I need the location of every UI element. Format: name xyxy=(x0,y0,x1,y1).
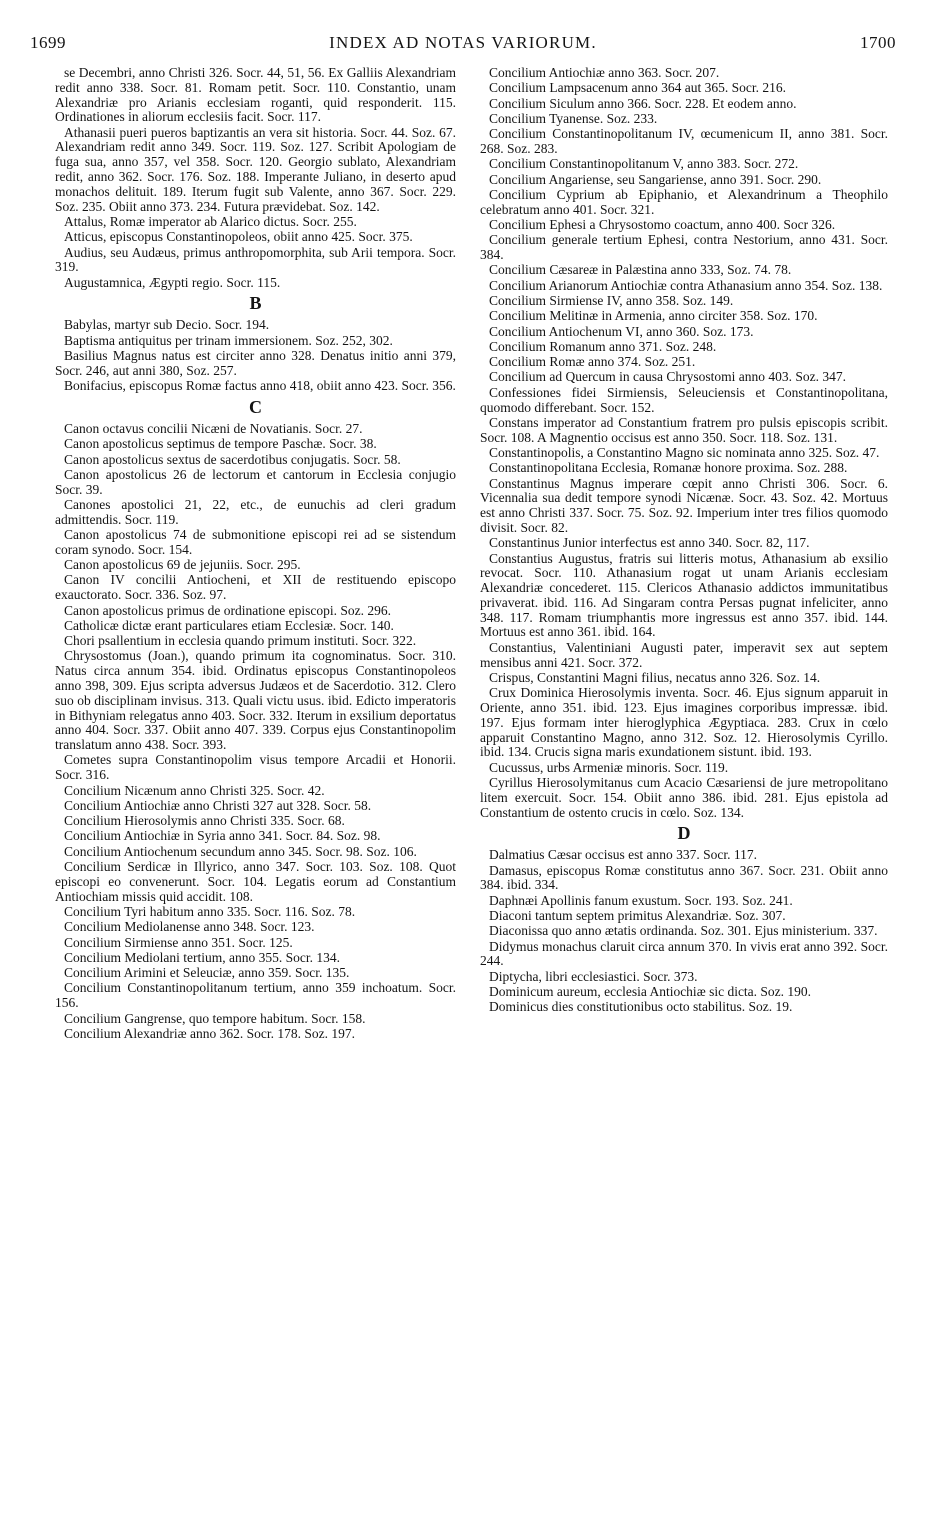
index-entry: Concilium Constantinopolitanum tertium, anno 359 inchoatum. Socr. 156. xyxy=(55,980,456,1011)
index-entry: Concilium Ephesi a Chrysostomo coactum, anno 400. Socr 326. xyxy=(489,216,836,232)
index-entry: Athanasii pueri pueros baptizantis an vera sit historia. Socr. 44. Soz. 67. Alexandriam redit anno 349. Socr. 119. Soz. 127. Scribit Apologiam de fuga sua, anno 357, vel 358. Socr. 120. Georgio sublato, Alexandriam redit, anno 362. Socr. 176. Soz. 188. Imperante Juliano, in deserto apud monachos delituit. 189. Iterum fugit sub Valente, anno 367. Socr. 229. Soz. 235. Obiit anno 373. 234. Futura prævidebat. Soz. 142. xyxy=(55,124,456,214)
index-entry: Cyrillus Hierosolymitanus cum Acacio Cæsariensi de jure metropolitano litem exercuit. Socr. 154. Obiit anno 386. ibid. 281. Ejus epistola ad Constantium de ostento crucis in cœlo. Soz. 134. xyxy=(480,774,888,820)
section-letter: C xyxy=(249,396,262,417)
index-entry: Canon apostolicus primus de ordinatione episcopi. Soz. 296. xyxy=(64,602,391,618)
running-title: INDEX AD NOTAS VARIORUM. xyxy=(329,33,597,52)
index-entry: Dominicus dies constitutionibus octo stabilitus. Soz. 19. xyxy=(489,999,793,1015)
index-entry: Concilium Arianorum Antiochiæ contra Athanasium anno 354. Soz. 138. xyxy=(489,277,883,293)
index-entry: Audius, seu Audæus, primus anthropomorphita, sub Arii tempora. Socr. 319. xyxy=(55,244,456,275)
index-entry: Canones apostolici 21, 22, etc., de eunuchis ad cleri gradum admittendis. Socr. 119. xyxy=(55,496,456,527)
index-entry: Constantinus Magnus imperare cœpit anno Christi 306. Socr. 6. Vicennalia sua dedit tempore synodi Nicænæ. Socr. 43. Soz. 42. Mortuus est anno Christi 337. Socr. 75. Soz. 92. Imperium inter tres filios quomodo divisit. Socr. 82. xyxy=(480,475,888,535)
index-entry: Babylas, martyr sub Decio. Socr. 194. xyxy=(64,317,270,333)
index-entry: Crux Dominica Hierosolymis inventa. Socr. 46. Ejus signum apparuit in Oriente, anno 351. ibid. 123. Ejus imagines corporibus impressæ. ibid. 197. Ejus formam inter hieroglyphica Ægyptiaca. 283. Crux in cœlo apparuit Constantino Magno, anno 312. Soz. 12. Hierosolymis Cyrillo. ibid. 134. Crucis signa maris exundationem sistunt. ibid. 193. xyxy=(480,685,888,760)
index-entry: Dalmatius Cæsar occisus est anno 337. Socr. 117. xyxy=(489,847,757,863)
index-entry: Concilium Mediolani tertium, anno 355. Socr. 134. xyxy=(64,949,340,965)
index-entry: Constantinus Junior interfectus est anno 340. Socr. 82, 117. xyxy=(489,535,810,551)
index-entry: Concilium Gangrense, quo tempore habitum. Socr. 158. xyxy=(64,1010,366,1026)
index-entry: Concilium Sirmiense anno 351. Socr. 125. xyxy=(64,934,293,950)
index-entry: Concilium Sirmiense IV, anno 358. Soz. 149. xyxy=(489,292,734,308)
index-entry: Damasus, episcopus Romæ constitutus anno 367. Socr. 231. Obiit anno 384. ibid. 334. xyxy=(480,862,888,893)
index-entry: Concilium Antiochiæ in Syria anno 341. Socr. 84. Soz. 98. xyxy=(64,828,381,844)
index-entry: se Decembri, anno Christi 326. Socr. 44, 51, 56. Ex Galliis Alexandriam redit anno 338. Socr. 81. Romam petit. Socr. 110. Constantio, unam Alexandriæ pro Arianis ecclesiam roganti, quid responderit. 115. Ordinationes in aliorum ecclesiis facit. Socr. 117. xyxy=(55,65,456,125)
index-entry: Concilium Constantinopolitanum V, anno 383. Socr. 272. xyxy=(489,156,799,172)
index-entry: Concilium Antiochenum secundum anno 345. Socr. 98. Soz. 106. xyxy=(64,843,417,859)
page-number-left: 1699 xyxy=(30,33,66,52)
index-entry: Augustamnica, Ægypti regio. Socr. 115. xyxy=(64,274,281,290)
index-entry: Daphnæi Apollinis fanum exustum. Socr. 193. Soz. 241. xyxy=(489,892,793,908)
index-entry: Concilium Mediolanense anno 348. Socr. 123. xyxy=(64,919,315,935)
index-entry: Crispus, Constantini Magni filius, necatus anno 326. Soz. 14. xyxy=(489,669,821,685)
index-entry: Canon apostolicus 74 de submonitione episcopi rei ad se sistendum coram synodo. Socr. 154. xyxy=(55,527,456,557)
index-entry: Concilium Romæ anno 374. Soz. 251. xyxy=(489,354,696,370)
section-letter: B xyxy=(249,293,262,314)
index-entry: Concilium Romanum anno 371. Soz. 248. xyxy=(489,338,717,354)
index-entry: Concilium Tyri habitum anno 335. Socr. 116. Soz. 78. xyxy=(64,903,356,919)
right-column xyxy=(480,66,888,1016)
index-entry: Canon apostolicus septimus de tempore Paschæ. Socr. 38. xyxy=(64,436,377,452)
index-entry: Cometes supra Constantinopolim visus tempore Arcadii et Honorii. Socr. 316. xyxy=(55,752,456,783)
index-entry: Concilium Hierosolymis anno Christi 335. Socr. 68. xyxy=(64,813,345,829)
index-entry: Canon apostolicus sextus de sacerdotibus conjugatis. Socr. 58. xyxy=(64,451,401,467)
index-entry: Concilium Siculum anno 366. Socr. 228. Et eodem anno. xyxy=(489,95,797,111)
index-entry: Dominicum aureum, ecclesia Antiochiæ sic dicta. Soz. 190. xyxy=(489,984,812,1000)
index-entry: Confessiones fidei Sirmiensis, Seleuciensis et Constantinopolitana, quomodo differebant. Socr. 152. xyxy=(480,384,888,415)
index-entry: Concilium Antiochenum VI, anno 360. Soz. 173. xyxy=(489,323,754,339)
left-column xyxy=(55,66,456,1042)
index-entry: Canon IV concilii Antiocheni, et XII de restituendo episcopo exauctorato. Socr. 336. Soz. 97. xyxy=(55,572,456,603)
index-entry: Concilium Melitinæ in Armenia, anno circiter 358. Soz. 170. xyxy=(489,308,818,324)
index-entry: Canon octavus concilii Nicæni de Novatianis. Socr. 27. xyxy=(64,420,363,436)
index-entry: Diptycha, libri ecclesiastici. Socr. 373. xyxy=(489,968,698,984)
index-entry: Chrysostomus (Joan.), quando primum ita cognominatus. Socr. 310. Natus circa annum 354. ibid. Ordinatus episcopus Constantinopoleos anno 398, 309. Ejus scripta adversus Judæos et de Sacerdotio. 312. Clero suo ob disciplinam invisus. 313. Quali victu usus. ibid. Edicto imperatoris in Bithyniam relegatus anno 403. Socr. 332. Iterum in exsilium deportatus anno 404. Socr. 337. Obiit anno 407. 339. Corpus ejus Constantinopolim translatum anno 438. Socr. 393. xyxy=(55,648,456,753)
index-entry: Atticus, episcopus Constantinopoleos, obiit anno 425. Socr. 375. xyxy=(64,229,413,245)
running-header xyxy=(30,33,896,55)
index-entry: Concilium Alexandriæ anno 362. Socr. 178. Soz. 197. xyxy=(64,1025,355,1041)
section-letter: D xyxy=(677,823,691,844)
index-entry: Concilium Nicænum anno Christi 325. Socr. 42. xyxy=(64,782,325,798)
index-entry: Concilium Cæsareæ in Palæstina anno 333, Soz. 74. 78. xyxy=(489,262,792,278)
index-entry: Constans imperator ad Constantium fratrem pro pulsis episcopis scribit. Socr. 108. A Magnentio occisus est anno 350. Socr. 118. Soz. 131. xyxy=(480,414,888,445)
index-entry: Bonifacius, episcopus Romæ factus anno 418, obiit anno 423. Socr. 356. xyxy=(64,378,456,394)
index-entry: Concilium Constantinopolitanum IV, œcumenicum II, anno 381. Socr. 268. Soz. 283. xyxy=(480,126,888,156)
index-entry: Didymus monachus claruit circa annum 370. In vivis erat anno 392. Socr. 244. xyxy=(480,938,888,969)
page-number-right: 1700 xyxy=(860,33,896,52)
index-entry: Concilium Lampsacenum anno 364 aut 365. Socr. 216. xyxy=(489,80,786,96)
index-entry: Concilium Arimini et Seleuciæ, anno 359. Socr. 135. xyxy=(64,965,350,981)
index-entry: Constantinopolitana Ecclesia, Romanæ honore proxima. Soz. 288. xyxy=(489,460,848,476)
index-entry: Concilium Antiochiæ anno Christi 327 aut 328. Socr. 58. xyxy=(64,797,372,813)
index-entry: Diaconi tantum septem primitus Alexandriæ. Soz. 307. xyxy=(489,908,786,924)
index-entry: Constantinopolis, a Constantino Magno sic nominata anno 325. Soz. 47. xyxy=(489,444,880,460)
index-entry: Constantius Augustus, fratris sui litteris motus, Athanasium ab exsilio revocat. Socr. 110. Athanasium rogat ut unam Arianis ecclesiam Alexandriæ concederet. 115. Clericos Athanasio addictos immunitatibus privaverat. ibid. 116. Ad Singaram contra Persas pugnat infeliciter, anno 348. 117. Romam triumphantis more ingressus est anno 357. ibid. 144. Mortuus est anno 361. ibid. 164. xyxy=(480,550,888,640)
index-entry: Constantius, Valentiniani Augusti pater, imperavit sex aut septem mensibus anni 421. Socr. 372. xyxy=(480,639,888,670)
index-entry: Concilium Cyprium ab Epiphanio, et Alexandrinum a Theophilo celebratum anno 401. Socr. 321. xyxy=(480,186,888,217)
index-entry: Basilius Magnus natus est circiter anno 328. Denatus initio anni 379, Socr. 246, aut anni 380, Soz. 257. xyxy=(55,348,456,378)
index-entry: Chori psallentium in ecclesia quando primum instituti. Socr. 322. xyxy=(64,633,417,649)
index-entry: Baptisma antiquitus per trinam immersionem. Soz. 252, 302. xyxy=(64,332,393,348)
index-entry: Concilium Serdicæ in Illyrico, anno 347. Socr. 103. Soz. 108. Quot episcopi eo convenerunt. Socr. 104. Legatis eorum ad Constantium Antiochiam missis quid accidit. 108. xyxy=(55,859,456,904)
index-entry: Canon apostolicus 26 de lectorum et cantorum in Ecclesia conjugio Socr. 39. xyxy=(55,466,456,497)
index-entry: Concilium generale tertium Ephesi, contra Nestorium, anno 431. Socr. 384. xyxy=(480,232,888,263)
index-entry: Concilium ad Quercum in causa Chrysostomi anno 403. Soz. 347. xyxy=(489,369,846,385)
index-entry: Attalus, Romæ imperator ab Alarico dictus. Socr. 255. xyxy=(64,213,357,229)
index-entry: Concilium Tyanense. Soz. 233. xyxy=(489,110,658,126)
index-entry: Cucussus, urbs Armeniæ minoris. Socr. 119. xyxy=(489,759,729,775)
index-entry: Diaconissa quo anno ætatis ordinanda. Soz. 301. Ejus ministerium. 337. xyxy=(489,923,878,939)
index-entry: Canon apostolicus 69 de jejuniis. Socr. 295. xyxy=(64,557,301,573)
index-entry: Concilium Angariense, seu Sangariense, anno 391. Socr. 290. xyxy=(489,171,822,187)
index-entry: Catholicæ dictæ erant particulares etiam Ecclesiæ. Socr. 140. xyxy=(64,617,394,633)
index-entry: Concilium Antiochiæ anno 363. Socr. 207. xyxy=(489,65,720,80)
